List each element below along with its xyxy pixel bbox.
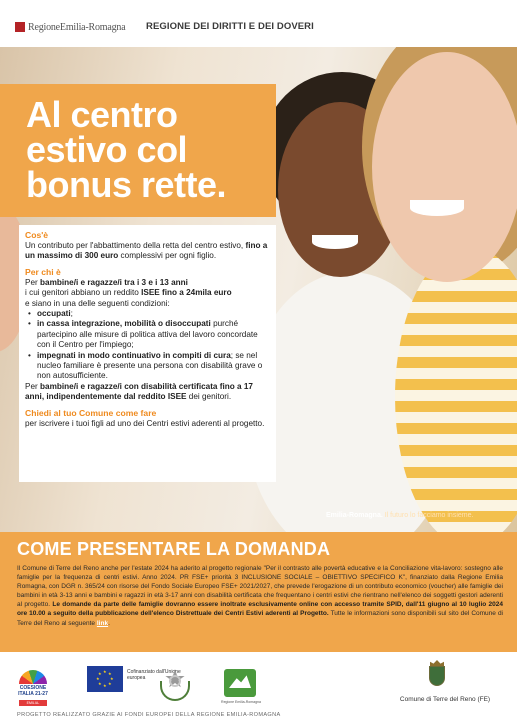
- chiedi-text: per iscrivere i tuoi figli ad uno dei Centri estivi aderenti al progetto.: [25, 418, 265, 428]
- section-title-chiedi: Chiedi al tuo Comune come fare: [25, 407, 157, 418]
- condition-occupati: • occupati;: [25, 309, 270, 319]
- info-panel: [19, 225, 276, 482]
- tagline: Emilia-Romagna. Il futuro lo facciamo insieme.: [326, 512, 474, 519]
- regione-logo-mark: [15, 22, 25, 32]
- section-title-cose: Cos'è: [25, 230, 49, 240]
- child-middle-smile: [312, 235, 358, 249]
- topbar-title: REGIONE DEI DIRITTI E DEI DOVERI: [146, 21, 314, 32]
- disability-note: Per bambine/i e ragazze/i con disabilità certificata fino a 17 anni, indipendentemente dal reddito ISEE dei genitori.: [25, 381, 253, 402]
- coesione-sublabel: EMILIA-ROMAGNA: [19, 700, 47, 706]
- conditions-list: [25, 309, 270, 382]
- regione-emilia-romagna-logo-icon: [224, 669, 256, 697]
- info-link[interactable]: link: [96, 619, 109, 627]
- regione-logo: [15, 20, 125, 34]
- headline-line-2: estivo col: [26, 129, 188, 170]
- italian-republic-emblem-icon: [160, 667, 190, 701]
- regione-logo-text: RegioneEmilia-Romagna: [28, 21, 126, 33]
- domanda-title: COME PRESENTARE LA DOMANDA: [17, 539, 331, 559]
- eu-flag-icon: ★ ★ ★ ★ ★ ★ ★ ★: [87, 666, 123, 692]
- coesione-label: COESIONE ITALIA 21-27: [18, 685, 48, 697]
- headline-line-3: bonus rette.: [26, 164, 227, 205]
- condition-compiti-di-cura: • impegnati in modo continuativo in compiti di cura; se nel nucleo familiare è presente una persona con disabilità grave o non autosufficiente.: [25, 351, 270, 382]
- per-chi-line-2: i cui genitori abbiano un reddito ISEE fino a 24mila euro: [25, 288, 232, 298]
- domanda-deadline: Le domande da parte delle famiglie dovranno essere inoltrate esclusivamente online con accesso tramite SPID, dall'11 giugno al 10 luglio 2024 ore 10.00 a seguito della pubblicazione dell'elenco Distrettuale dei Centri Estivi aderenti al Progetto.: [17, 601, 503, 618]
- section-title-per-chi: Per chi è: [25, 266, 61, 277]
- child-right-striped-shirt: [395, 247, 517, 532]
- headline-line-1: Al centro: [26, 94, 178, 135]
- cose-text: Un contributo per l'abbattimento della retta del centro estivo, fino a un massimo di 300 euro complessivi per ogni figlio.: [25, 241, 268, 261]
- domanda-body: Il Comune di Terre del Reno anche per l'estate 2024 ha aderito al progetto regionale "Per il contrasto alle povertà educative e la Conciliazione vita-lavoro: sostegno alle famiglie per la frequenza di centri estivi. Anno 2024. PR FSE+ priorità 3 INCLUSIONE SOCIALE – OBIETTIVO SPECIFICO K", finanziato dalla Regione Emilia Romagna, con DGR n. 365/24 con risorse del Fondo Sociale Europeo FSE+ 2021/2027, che prevede l'erogazione di un contributo economico (voucher) alle famiglie dei bambini in età 3-13 anni e bambini e ragazzi in età 3-17 anni con disabilità certificata che frequentano i centri estivi che rientrano nell'elenco dei soggetti gestori aderenti al progetto. Le domande da parte delle famiglie dovranno essere inoltrate esclusivamente online con accesso tramite SPID, dall'11 giugno al 10 luglio 2024 ore 10.00 a seguito della pubblicazione dell'elenco Distrettuale dei Centri Estivi aderenti al Progetto. Tutte le informazioni sono disponibili sul sito del Comune di Terre del Reno al seguente link.: [17, 565, 504, 627]
- child-right-smile: [410, 200, 464, 216]
- coesione-arc-icon: [19, 670, 47, 684]
- eu-caption: Cofinanziato dall'Unione europea: [127, 669, 181, 681]
- comune-name: Comune di Terre del Reno (FE): [399, 696, 491, 703]
- per-chi-line-1: Per bambine/i e ragazze/i tra i 3 e i 13 anni: [25, 277, 188, 287]
- comune-crest-icon: [428, 660, 446, 688]
- top-bar: [0, 0, 517, 47]
- regione-emilia-romagna-caption: Regione Emilia-Romagna: [221, 700, 261, 704]
- condition-cassa-integrazione: • in cassa integrazione, mobilità o disoccupati purché partecipino alle misure di politica attiva del lavoro concordate con il Centro per l'impiego;: [25, 319, 270, 350]
- child-right-face: [372, 52, 517, 282]
- per-chi-line-3: e siano in una delle seguenti condizioni:: [25, 298, 170, 308]
- footer-note: PROGETTO REALIZZATO GRAZIE AI FONDI EUROPEI DELLA REGIONE EMILIA-ROMAGNA: [17, 712, 281, 718]
- domanda-section: [0, 532, 517, 652]
- coesione-italia-logo: [13, 670, 53, 711]
- headline-box: [0, 84, 276, 217]
